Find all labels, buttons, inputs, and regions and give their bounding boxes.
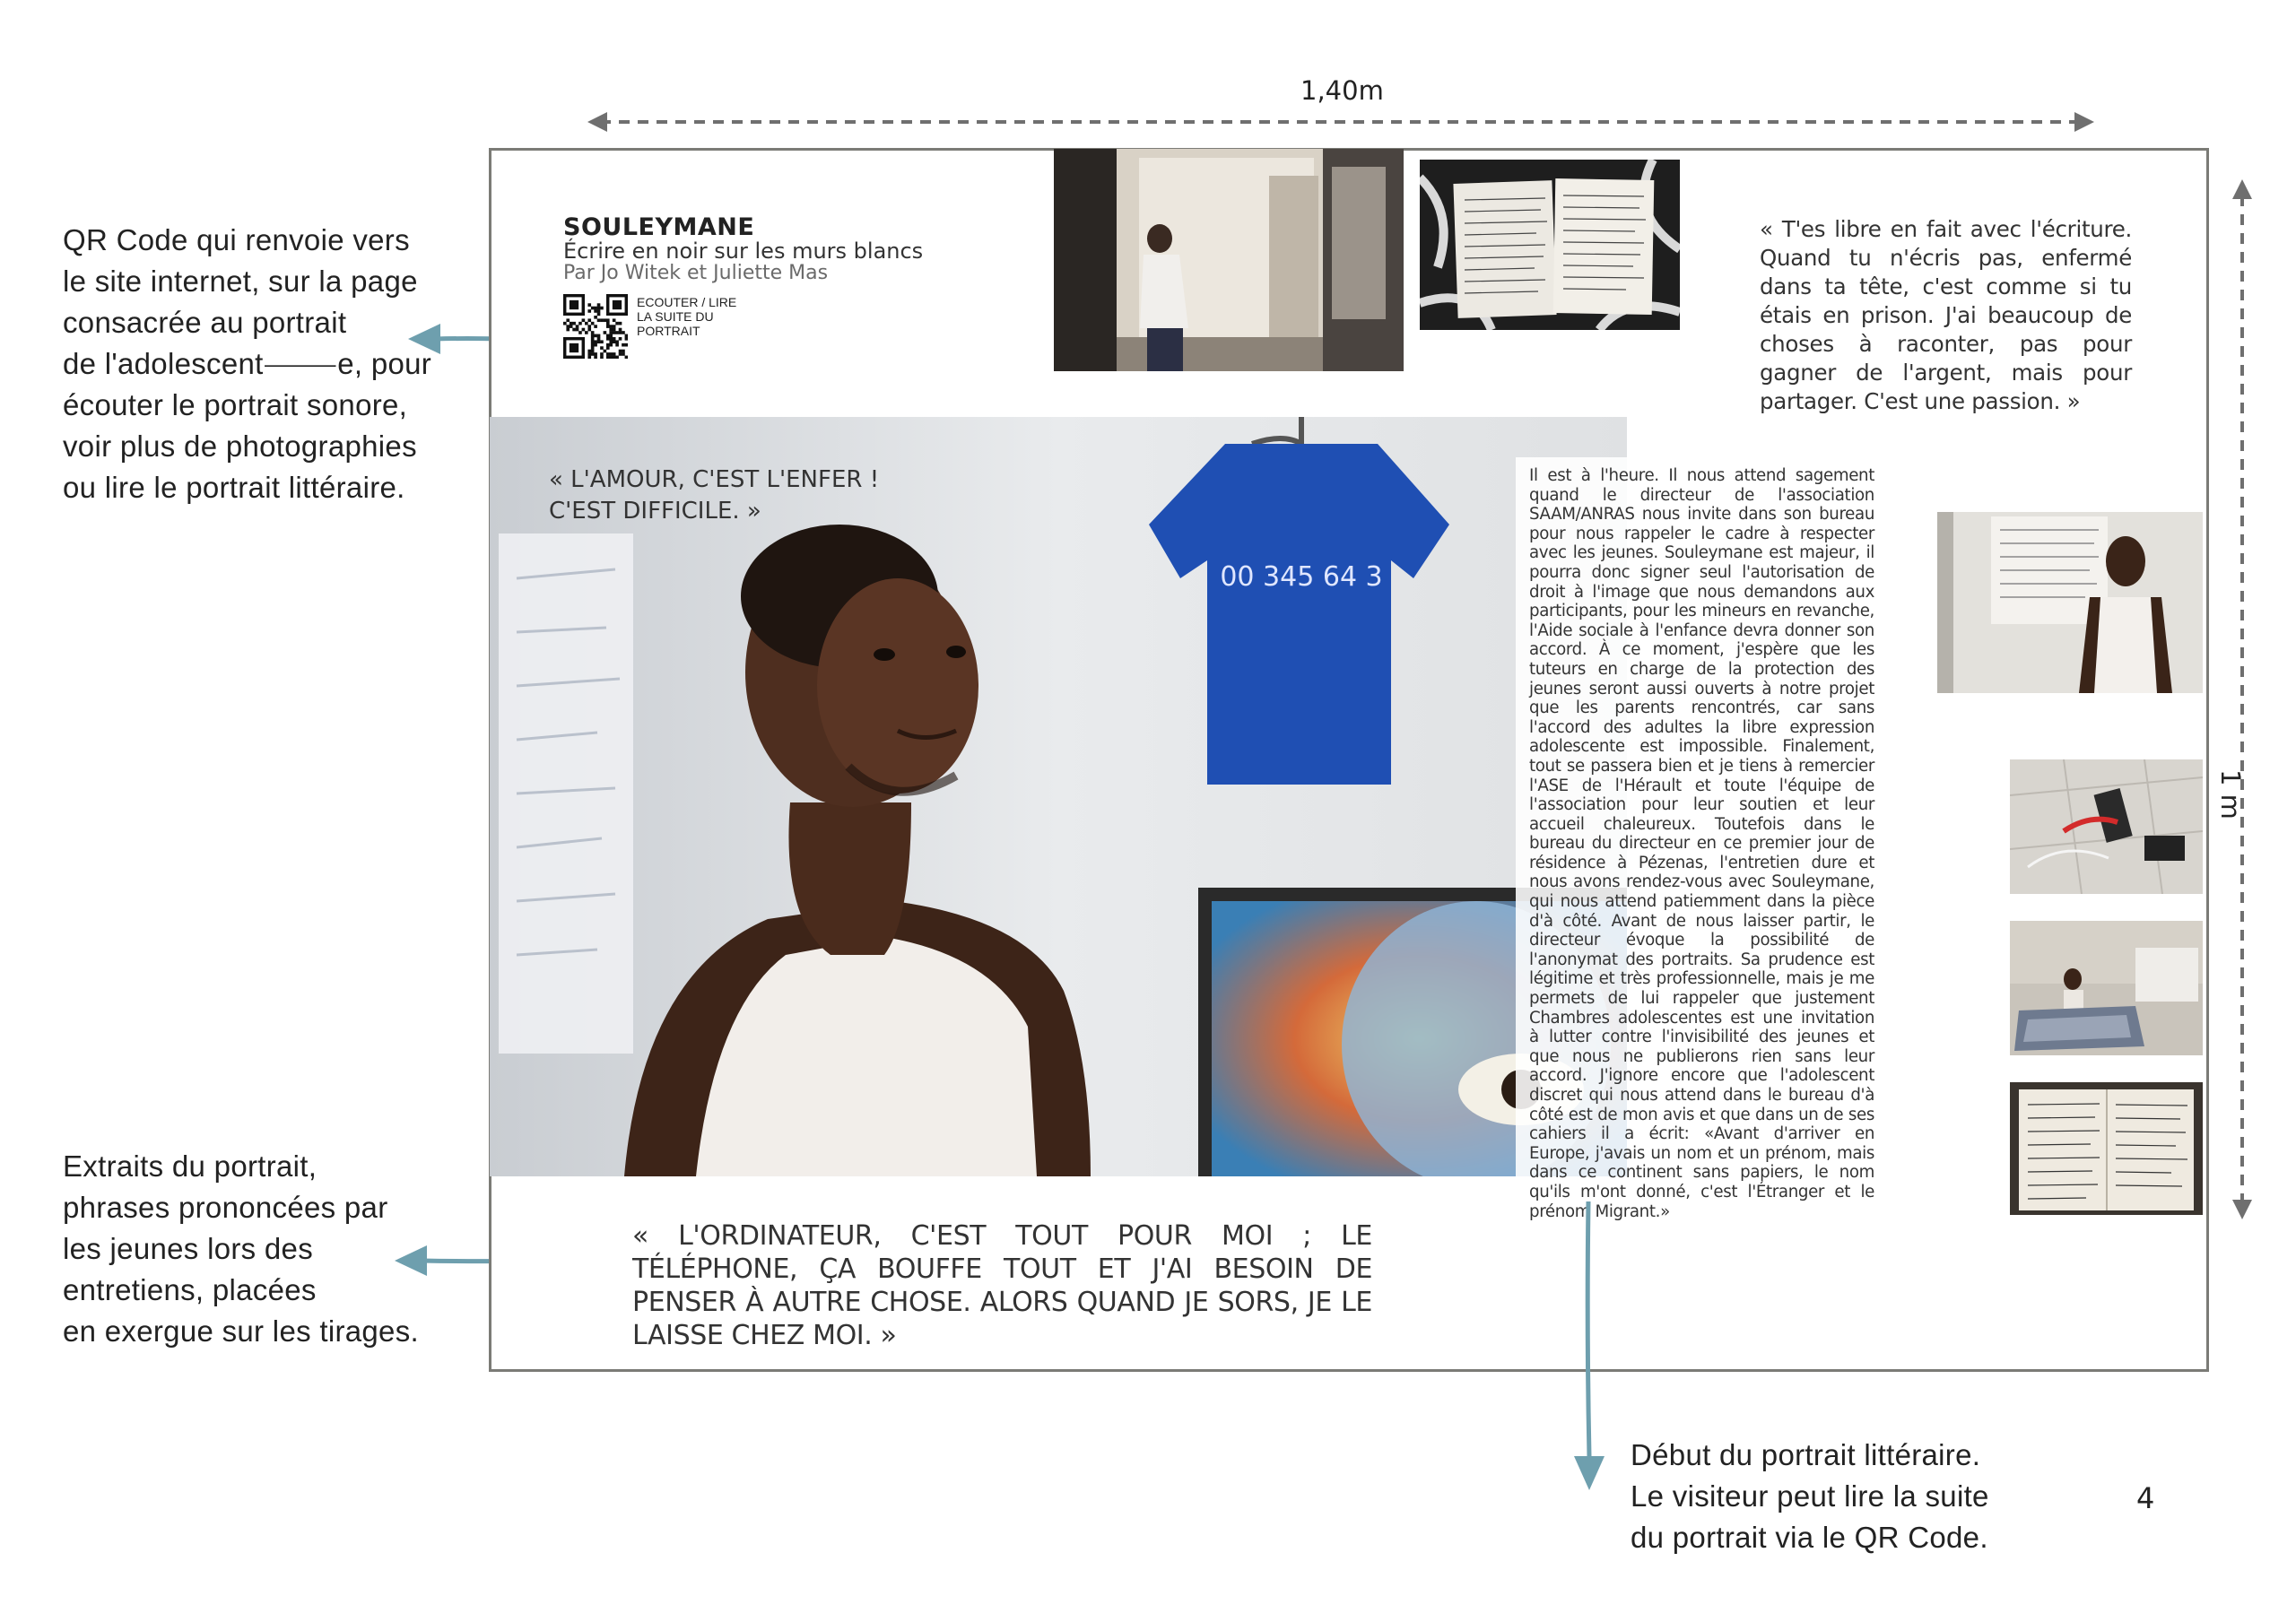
annotation-line: de l'adolescent⸻e, pour [63, 347, 432, 380]
excerpts-annotation [63, 1146, 419, 1352]
qr-label-line: ECOUTER / LIRE [637, 295, 737, 309]
annotation-line: écouter le portrait sonore, [63, 388, 408, 421]
qr-code-icon[interactable] [563, 294, 628, 359]
annotation-line: entretiens, placées [63, 1273, 317, 1306]
page-number: 4 [2136, 1481, 2155, 1515]
annotation-line: les jeunes lors des [63, 1232, 314, 1265]
annotation-line: QR Code qui renvoie vers [63, 223, 410, 256]
annotation-line: ou lire le portrait littéraire. [63, 471, 405, 504]
width-dimension-arrow [587, 108, 2094, 136]
qr-label-line: PORTRAIT [637, 324, 700, 338]
annotation-line: en exergue sur les tirages. [63, 1314, 419, 1348]
photo-notebook [1420, 160, 1680, 330]
annotation-line: Début du portrait littéraire. [1631, 1438, 1981, 1471]
photo-phone-floor [2010, 759, 2203, 894]
annotation-line: Extraits du portrait, [63, 1149, 317, 1183]
quote-top: « T'es libre en fait avec l'écriture. Quand tu n'écris pas, enfermé dans ta tête, c'est comme si tu étais en prison. J'ai beaucoup de choses à raconter, pas pour gagner de l'argent, mais pour partager. C'est une passion. » [1760, 216, 2132, 414]
portrait-authors: Par Jo Witek et Juliette Mas [563, 262, 829, 284]
literary-annotation [1631, 1435, 1989, 1558]
annotation-line: voir plus de photographies [63, 429, 417, 463]
tshirt-text: 00 345 64 3 [1220, 561, 1383, 593]
photo-room-portrait [1937, 512, 2203, 693]
quote-photo [549, 464, 879, 527]
quote-photo-line: C'EST DIFFICILE. » [549, 498, 761, 525]
photo-main-portrait [490, 417, 1627, 1176]
annotation-line: phrases prononcées par [63, 1191, 388, 1224]
photo-handwritten-notebook [2010, 1082, 2203, 1215]
height-label: 1 m [2215, 769, 2246, 820]
portrait-title: SOULEYMANE [563, 213, 755, 241]
qr-label-line: LA SUITE DU [637, 309, 714, 324]
annotation-line: Le visiteur peut lire la suite [1631, 1479, 1989, 1513]
qr-code-annotation [63, 220, 431, 508]
literary-annotation-arrow-icon [1569, 1201, 1610, 1490]
annotation-line: consacrée au portrait [63, 306, 347, 339]
photo-bedroom [2010, 921, 2203, 1055]
annotation-line: le site internet, sur la page [63, 265, 418, 298]
quote-bottom: « L'ORDINATEUR, C'EST TOUT POUR MOI ; LE TÉLÉPHONE, ÇA BOUFFE TOUT ET J'AI BESOIN DE PENSER À AUTRE CHOSE. ALORS QUAND JE SORS, JE LE LAISSE CHEZ MOI. » [632, 1220, 1372, 1351]
photo-window [1054, 149, 1404, 371]
qr-code-label [637, 295, 736, 338]
annotation-line: du portrait via le QR Code. [1631, 1521, 1988, 1554]
height-dimension-arrow [2228, 179, 2257, 1219]
quote-photo-line: « L'AMOUR, C'EST L'ENFER ! [549, 466, 880, 493]
portrait-literary-text: Il est à l'heure. Il nous attend sagement quand le directeur de l'association SAAM/ANRAS nous invite dans son bureau pour nous rappeler le cadre à respecter avec les jeunes. Souleymane est majeur, il pourra donc signer seul l'autorisation de droit à l'image que nous demandons aux participants, pour les mineurs en revanche, l'Aide sociale à l'enfance devra donner son accord. À ce moment, j'espère que les tuteurs en charge de la protection des jeunes seront aussi ouverts à notre projet que les parents rencontrés, car sans l'accord des adultes la libre expression adolescente est impossible. Finalement, tout se passera bien et je tiens à remercier l'ASE de l'Hérault et toute l'équipe de l'association pour leur soutien et leur accueil chaleureux. Toutefois dans le bureau du directeur en ce premier jour de résidence à Pézenas, l'entretien dure et nous avons rendez-vous avec Souleymane, qui nous attend patiemment dans la pièce d'à côté. Avant de nous laisser partir, le directeur évoque la possibilité de l'anonymat des portraits. Sa prudence est légitime et très professionnelle, mais je me permets de lui rappeler que justement Chambres adolescentes est une invitation à lutter contre l'invisibilité des jeunes et que nous ne publierons rien sans leur accord. J'ignore encore que l'adolescent discret qui nous attend dans le bureau d'à côté est de mon avis et que dans un de ses cahiers il a écrit: «Avant d'arriver en Europe, j'avais un nom et un prénom, mais dans ce continent sans papiers, le nom qu'ils m'ont donné, c'est l'Étranger et le prénom Migrant.» [1529, 466, 1874, 1221]
width-label: 1,40m [1300, 75, 1384, 106]
portrait-subtitle: Écrire en noir sur les murs blancs [563, 239, 924, 264]
